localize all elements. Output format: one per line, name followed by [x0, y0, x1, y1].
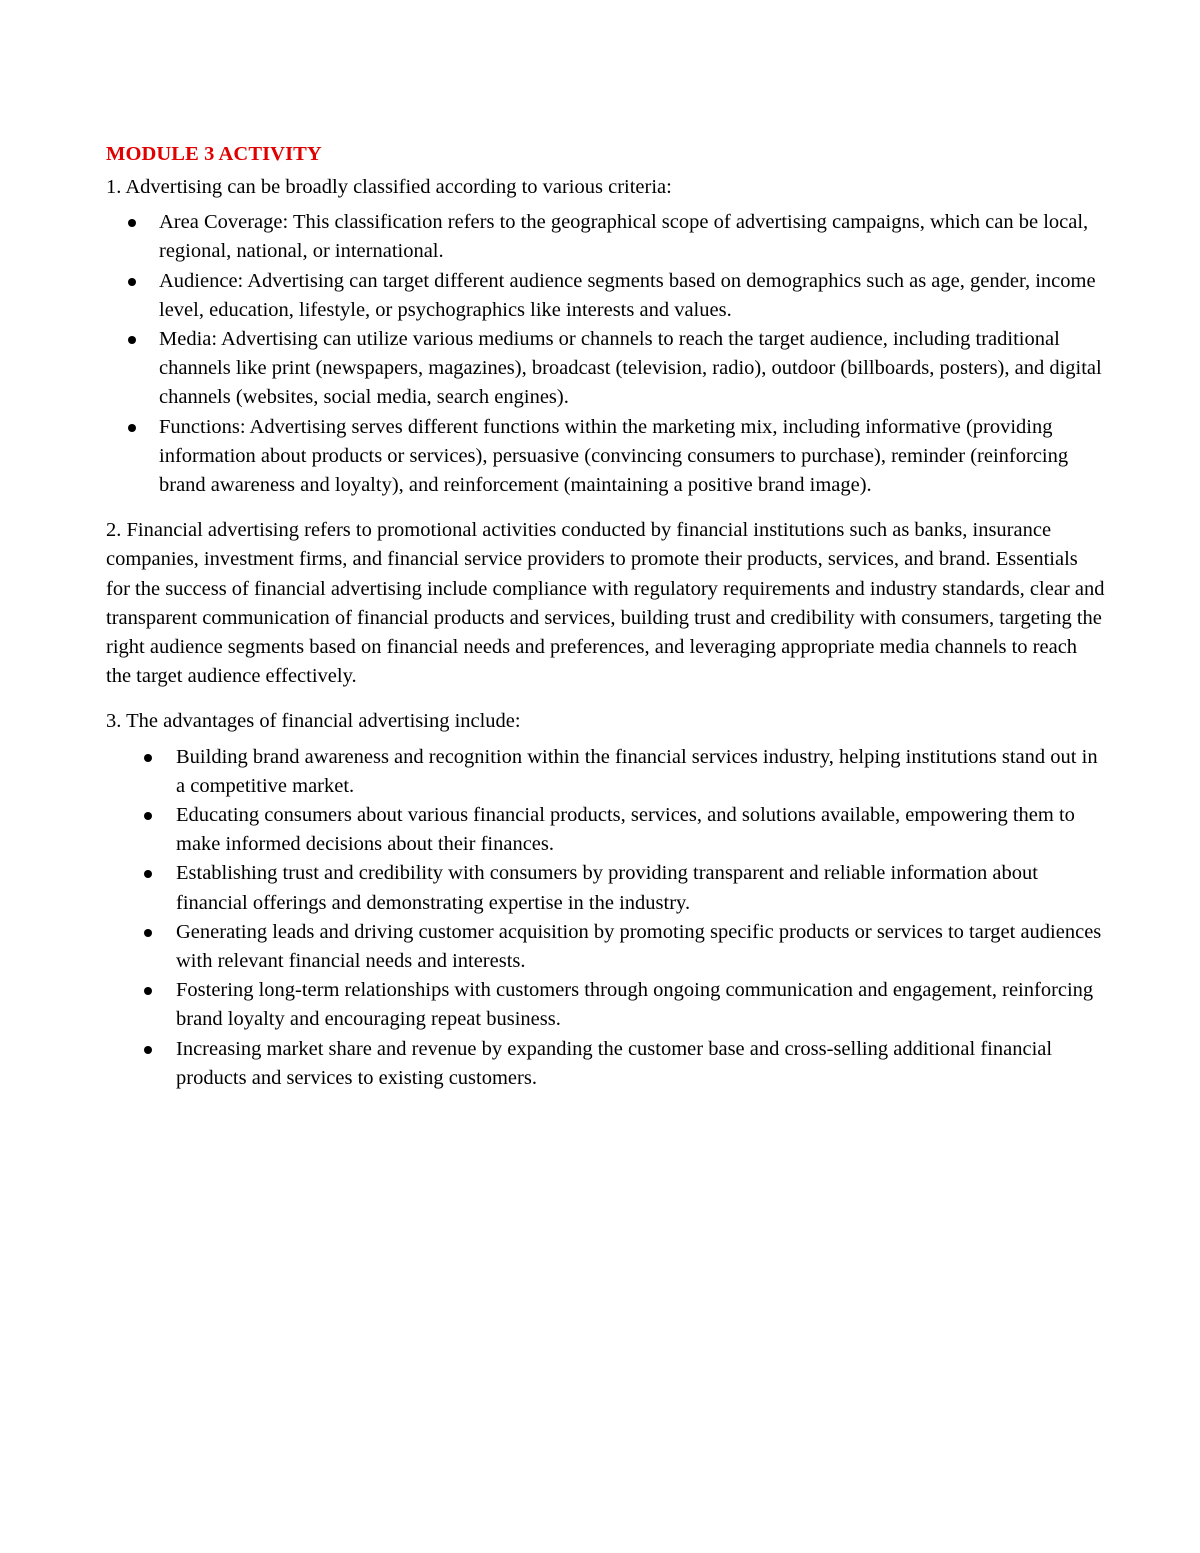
- bullet-icon: [144, 754, 152, 762]
- list-item: [106, 859, 1106, 917]
- bullet-icon: [144, 929, 152, 937]
- question-1-intro: 1. Advertising can be broadly classified according to various criteria:: [106, 176, 672, 198]
- question-3-list: [106, 743, 1106, 1093]
- list-item-text: Area Coverage: This classification refers to the geographical scope of advertising campaigns, which can be local, regional, national, or international.: [159, 211, 1089, 263]
- list-item-text: Audience: Advertising can target different audience segments based on demographics such as age, gender, income level, education, lifestyle, or psychographics like interests and values.: [159, 269, 1096, 321]
- list-item-text: Functions: Advertising serves different functions within the marketing mix, including informative (providing information about products or services), persuasive (convincing consumers to purchase), reminder (reinforcing brand awareness and loyalty), and reinforcement (maintaining a positive brand image).: [159, 415, 1069, 497]
- list-item-text: Educating consumers about various financial products, services, and solutions available, empowering them to make informed decisions about their finances.: [176, 804, 1075, 856]
- list-item: [106, 413, 1106, 501]
- question-3-intro: 3. The advantages of financial advertising include:: [106, 710, 521, 733]
- list-item: [106, 325, 1106, 413]
- bullet-icon: [128, 336, 136, 344]
- list-item-text: Increasing market share and revenue by expanding the customer base and cross-selling additional financial products and services to existing customers.: [176, 1037, 1053, 1089]
- list-item: [106, 743, 1106, 801]
- bullet-icon: [144, 812, 152, 820]
- bullet-icon: [128, 219, 136, 227]
- list-item: [106, 976, 1106, 1034]
- bullet-icon: [128, 424, 136, 432]
- list-item: [106, 801, 1106, 859]
- list-item-text: Generating leads and driving customer acquisition by promoting specific products or services to target audiences with relevant financial needs and interests.: [176, 920, 1102, 973]
- list-item: [106, 1035, 1106, 1093]
- bullet-icon: [128, 278, 136, 286]
- document-page: [106, 140, 1106, 1109]
- question-2-paragraph: 2. Financial advertising refers to promotional activities conducted by financial institutions such as banks, insurance companies, investment firms, and financial service providers to promote their products, services, and brand. Essentials for the success of financial advertising include compliance with regulatory requirements and industry standards, clear and transparent communication of financial products and services, building trust and credibility with consumers, targeting the right audience segments based on financial needs and preferences, and leveraging appropriate media channels to reach the target audience effectively.: [106, 519, 1105, 688]
- list-item-text: Media: Advertising can utilize various mediums or channels to reach the target audience, including traditional channels like print (newspapers, magazines), broadcast (television, radio), outdoor (billboards, posters), and digital channels (websites, social media, search engines).: [159, 328, 1102, 409]
- bullet-icon: [144, 987, 152, 995]
- question-1-list: [106, 208, 1106, 500]
- list-item: [106, 918, 1106, 976]
- list-item-text: Fostering long-term relationships with customers through ongoing communication and engagement, reinforcing brand loyalty and encouraging repeat business.: [176, 979, 1094, 1031]
- list-item-text: Building brand awareness and recognition within the financial services industry, helping institutions stand out in a competitive market.: [176, 745, 1098, 797]
- document-title: MODULE 3 ACTIVITY: [106, 143, 322, 165]
- list-item: [106, 208, 1106, 266]
- list-item-text: Establishing trust and credibility with consumers by providing transparent and reliable information about financial offerings and demonstrating expertise in the industry.: [176, 862, 1038, 914]
- bullet-icon: [144, 870, 152, 878]
- bullet-icon: [144, 1046, 152, 1054]
- list-item: [106, 267, 1106, 325]
